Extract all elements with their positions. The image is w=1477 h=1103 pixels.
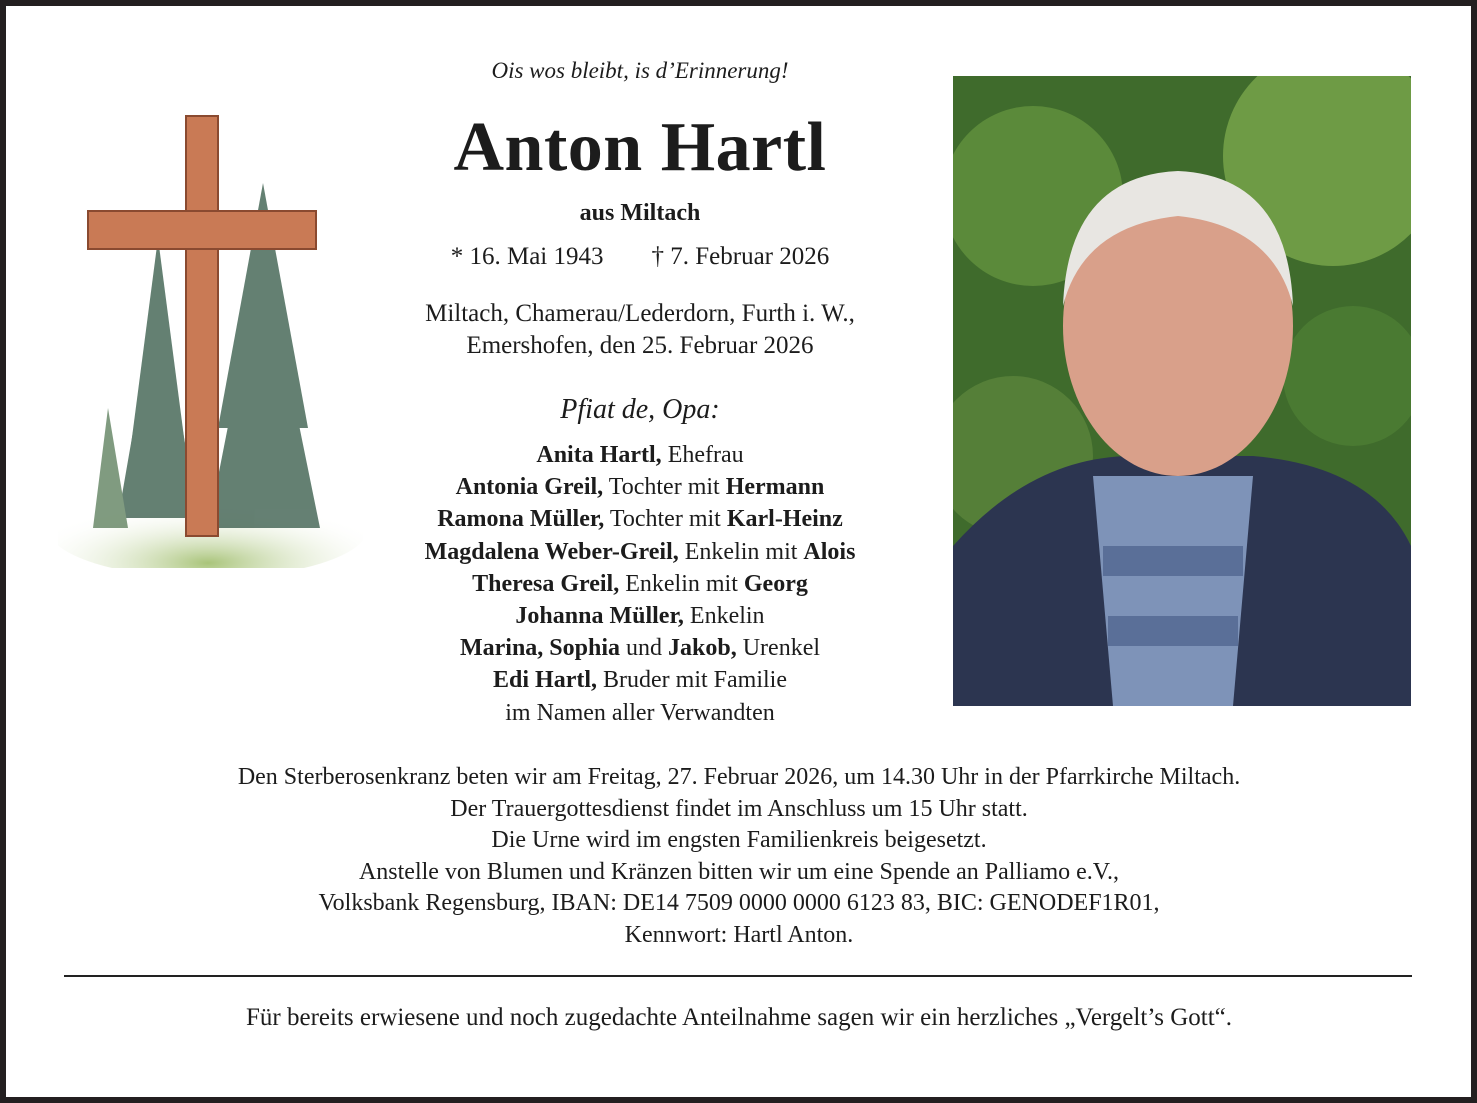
mourner-relation: Urenkel xyxy=(736,635,821,662)
mourner-name: Edi Hartl, xyxy=(493,667,598,694)
place-line: Emershofen, den 25. Februar 2026 xyxy=(466,332,814,359)
mourner-line xyxy=(340,536,940,568)
mourner-relation: Bruder mit Familie xyxy=(597,667,787,694)
mourner-name: Antonia Greil, xyxy=(455,474,604,501)
deceased-name: Anton Hartl xyxy=(453,109,827,186)
mourner-name: Karl-Heinz xyxy=(726,506,843,533)
place-line: Miltach, Chamerau/Lederdorn, Furth i. W., xyxy=(425,300,855,327)
farewell-heading: Pfiat de, Opa: xyxy=(560,394,720,425)
mourner-name: Anita Hartl, xyxy=(536,442,662,468)
funeral-notice xyxy=(30,762,1448,952)
notice-line: Die Urne wird im engsten Familienkreis beigesetzt. xyxy=(491,827,987,854)
mourner-relation: und xyxy=(620,635,669,662)
mourner-name: Jakob, xyxy=(668,635,737,662)
mourner-name: Georg xyxy=(743,570,808,597)
hometown: aus Miltach xyxy=(579,200,701,226)
mourner-name: Theresa Greil, xyxy=(472,570,620,597)
mourner-line xyxy=(340,471,940,503)
notice-line: Anstelle von Blumen und Kränzen bitten wir um eine Spende an Palliamo e.V., xyxy=(358,858,1120,885)
thanks-line: Für bereits erwiesene und noch zugedachte Anteilnahme sagen wir ein herzliches „Vergelt’s Gott“. xyxy=(246,1004,1232,1031)
cross-with-trees-illustration xyxy=(58,108,363,568)
mourner-relation: im Namen aller Verwandten xyxy=(505,699,775,726)
mourner-name: Hermann xyxy=(725,474,825,501)
mourner-relation: Tochter mit xyxy=(604,506,727,533)
mourners-list xyxy=(340,439,940,729)
mourner-line xyxy=(340,632,940,664)
life-dates xyxy=(340,243,940,271)
birth-date: * 16. Mai 1943 xyxy=(450,243,604,270)
mourner-relation: Enkelin mit xyxy=(619,570,744,597)
mourner-name: Alois xyxy=(803,538,856,565)
mourner-relation: Tochter mit xyxy=(603,474,726,501)
mourner-line xyxy=(340,664,940,696)
notice-line: Kennwort: Hartl Anton. xyxy=(624,921,854,948)
motto: Ois wos bleibt, is d’Erinnerung! xyxy=(491,58,789,83)
notice-line: Volksbank Regensburg, IBAN: DE14 7509 0000 0000 6123 83, BIC: GENODEF1R01, xyxy=(318,890,1160,917)
mourner-line xyxy=(340,439,940,471)
mourner-line xyxy=(340,600,940,632)
mourner-name: Marina, Sophia xyxy=(459,635,621,662)
portrait-photo xyxy=(953,76,1411,706)
mourner-line xyxy=(340,568,940,600)
mourner-name: Magdalena Weber-Greil, xyxy=(424,538,679,565)
notice-line: Der Trauergottesdienst findet im Anschluss um 15 Uhr statt. xyxy=(450,795,1028,822)
mourner-name: Johanna Müller, xyxy=(515,603,684,630)
mourner-relation: Enkelin xyxy=(683,603,765,630)
mourner-name: Ramona Müller, xyxy=(437,506,605,533)
mourner-relation: Ehefrau xyxy=(661,442,744,468)
divider xyxy=(64,975,1412,977)
mourner-relation: Enkelin mit xyxy=(678,538,804,565)
death-date: † 7. Februar 2026 xyxy=(651,243,830,270)
place-and-date xyxy=(340,298,940,362)
notice-line: Den Sterberosenkranz beten wir am Freitag, 27. Februar 2026, um 14.30 Uhr in der Pfarrkirche Miltach. xyxy=(237,764,1241,790)
mourner-line xyxy=(340,503,940,535)
mourner-line xyxy=(340,697,940,729)
